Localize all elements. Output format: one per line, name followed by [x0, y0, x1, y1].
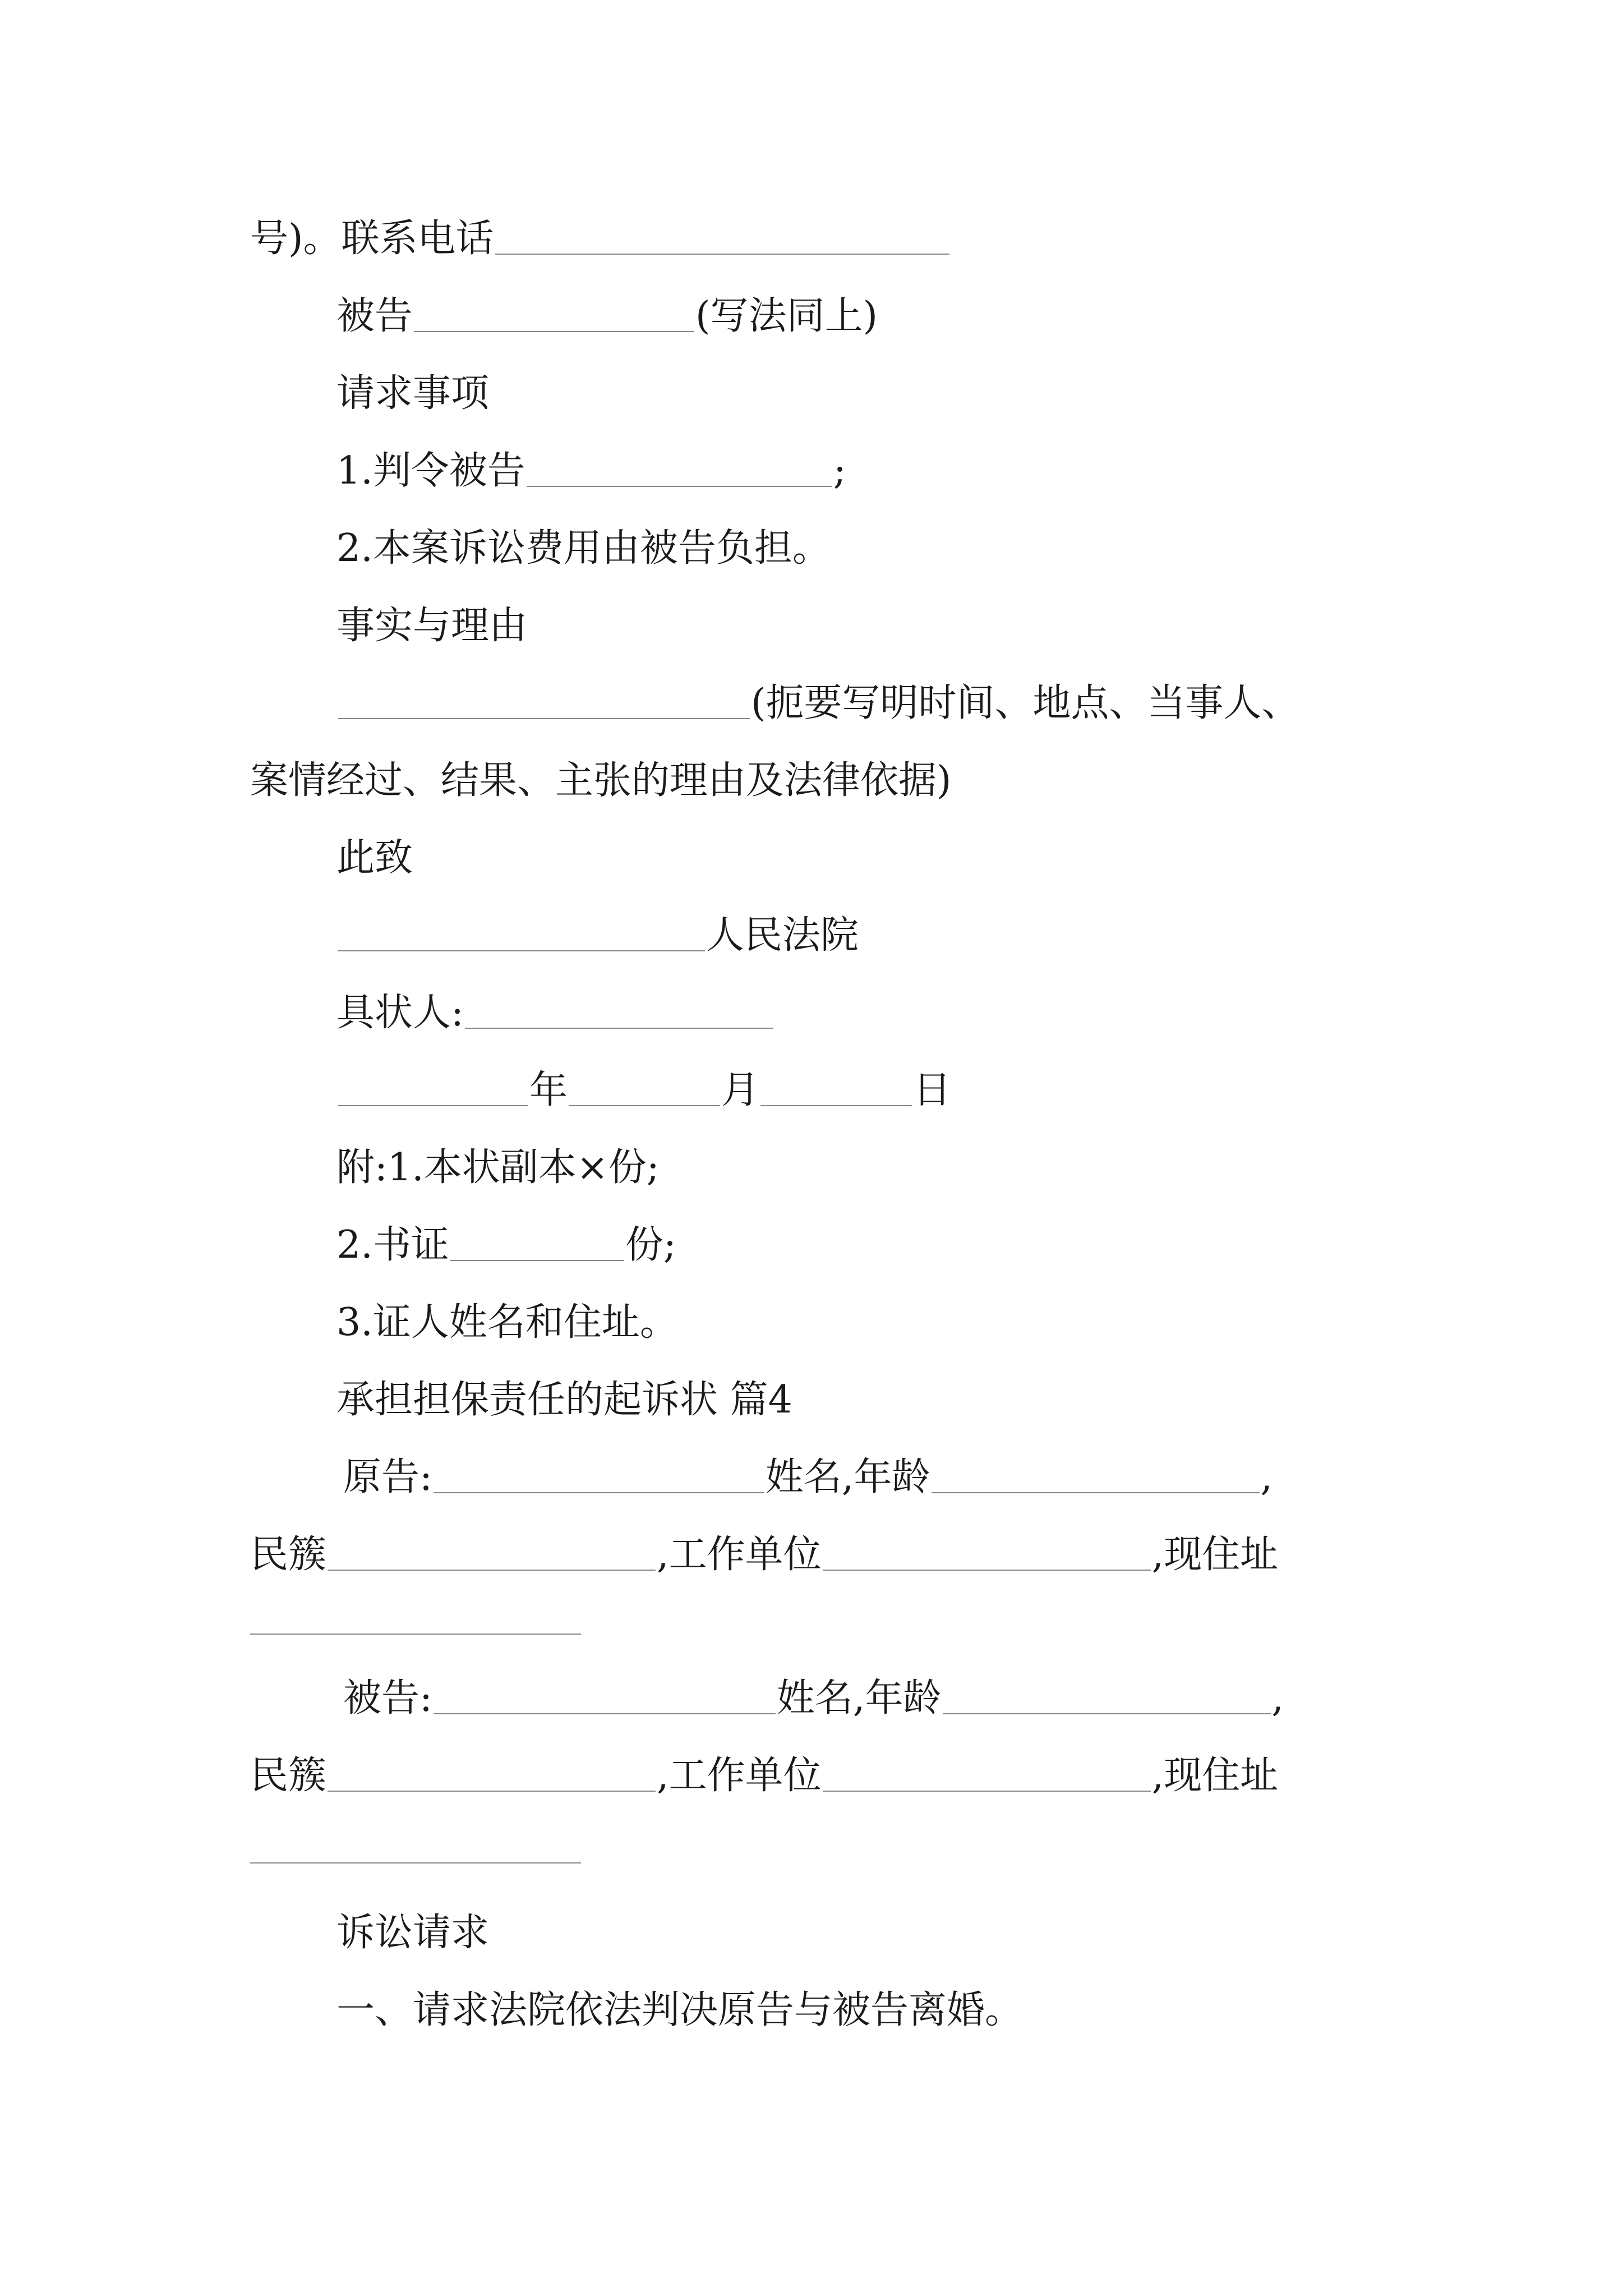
text: 被告 — [336, 294, 413, 338]
article-heading — [336, 1378, 792, 1422]
text: 姓名,年龄 — [776, 1676, 942, 1720]
court-line — [336, 913, 859, 958]
defendant-blank — [414, 331, 694, 332]
phone-blank — [495, 254, 949, 255]
facts-blank — [338, 718, 750, 719]
text: , — [1271, 1676, 1284, 1720]
text: 请求事项 — [336, 371, 490, 416]
ethnicity-blank — [328, 1791, 656, 1792]
text: 事实与理由 — [336, 604, 528, 648]
text: 年 — [529, 1068, 568, 1112]
text: 2.本案诉讼费用由被告负担。 — [336, 526, 831, 570]
text: 日 — [913, 1068, 952, 1112]
attachment-2 — [336, 1223, 676, 1267]
text: 一、请求法院依法判决原告与被告离婚。 — [336, 1988, 1023, 2032]
ethnicity-blank — [328, 1570, 656, 1571]
section-heading — [336, 371, 490, 416]
text: 诉讼请求 — [336, 1911, 490, 1955]
text: 2.书证 — [336, 1223, 449, 1267]
signer-line — [336, 991, 774, 1035]
month-blank — [569, 1105, 720, 1106]
plaintiff-blank — [434, 1492, 764, 1493]
text: 月 — [721, 1068, 760, 1112]
address-blank — [250, 1634, 581, 1635]
text: ,现住址 — [1151, 1533, 1279, 1577]
employer-blank — [823, 1791, 1151, 1792]
text: 附:1.本状副本×份; — [336, 1145, 660, 1190]
text: ; — [833, 449, 846, 493]
text: 姓名,年龄 — [765, 1455, 930, 1499]
attachment-1 — [336, 1145, 660, 1190]
text: (写法同上) — [695, 294, 878, 338]
text: 民簇 — [250, 1533, 327, 1577]
text: 承担担保责任的起诉状 篇4 — [336, 1378, 792, 1422]
text: 被告: — [343, 1676, 432, 1720]
claim-item-2 — [336, 526, 831, 570]
employer-blank — [823, 1570, 1151, 1571]
claim-blank — [527, 486, 832, 487]
year-blank — [338, 1105, 528, 1106]
text: 原告: — [343, 1455, 432, 1499]
date-line — [336, 1068, 952, 1112]
signer-blank — [465, 1028, 773, 1029]
text: ,工作单位 — [657, 1533, 822, 1577]
claim-item-1 — [336, 449, 846, 493]
defendant-details-line — [250, 1754, 1279, 1798]
text: 份; — [625, 1223, 676, 1267]
age-blank — [932, 1492, 1260, 1493]
text: 1.判令被告 — [336, 449, 525, 493]
defendant-name-blank — [434, 1713, 776, 1714]
text: ,现住址 — [1151, 1754, 1279, 1798]
text: 号)。联系电话 — [250, 217, 494, 261]
text: 3.证人姓名和住址。 — [336, 1300, 678, 1345]
text: 民簇 — [250, 1754, 327, 1798]
plaintiff-line — [343, 1455, 1273, 1499]
text: ,工作单位 — [657, 1754, 822, 1798]
text: 此致 — [336, 836, 413, 880]
text: 具状人: — [336, 991, 464, 1035]
facts-line-continued — [250, 758, 952, 803]
court-blank — [338, 950, 705, 951]
text: , — [1260, 1455, 1273, 1499]
contact-phone-line — [250, 217, 951, 261]
address-blank — [250, 1862, 581, 1864]
defendant-line — [336, 294, 878, 338]
section-heading — [336, 604, 528, 648]
day-blank — [760, 1105, 912, 1106]
section-heading — [336, 1911, 490, 1955]
text: (扼要写明时间、地点、当事人、 — [751, 681, 1300, 725]
age-blank — [943, 1713, 1271, 1714]
text: 人民法院 — [706, 913, 859, 958]
documents-blank — [450, 1260, 624, 1261]
claim-paragraph — [336, 1988, 1023, 2032]
text: 案情经过、结果、主张的理由及法律依据) — [250, 758, 952, 803]
facts-line — [336, 681, 1300, 725]
salutation — [336, 836, 413, 880]
defendant-info-line — [343, 1676, 1284, 1720]
attachment-3 — [336, 1300, 678, 1345]
plaintiff-details-line — [250, 1533, 1279, 1577]
